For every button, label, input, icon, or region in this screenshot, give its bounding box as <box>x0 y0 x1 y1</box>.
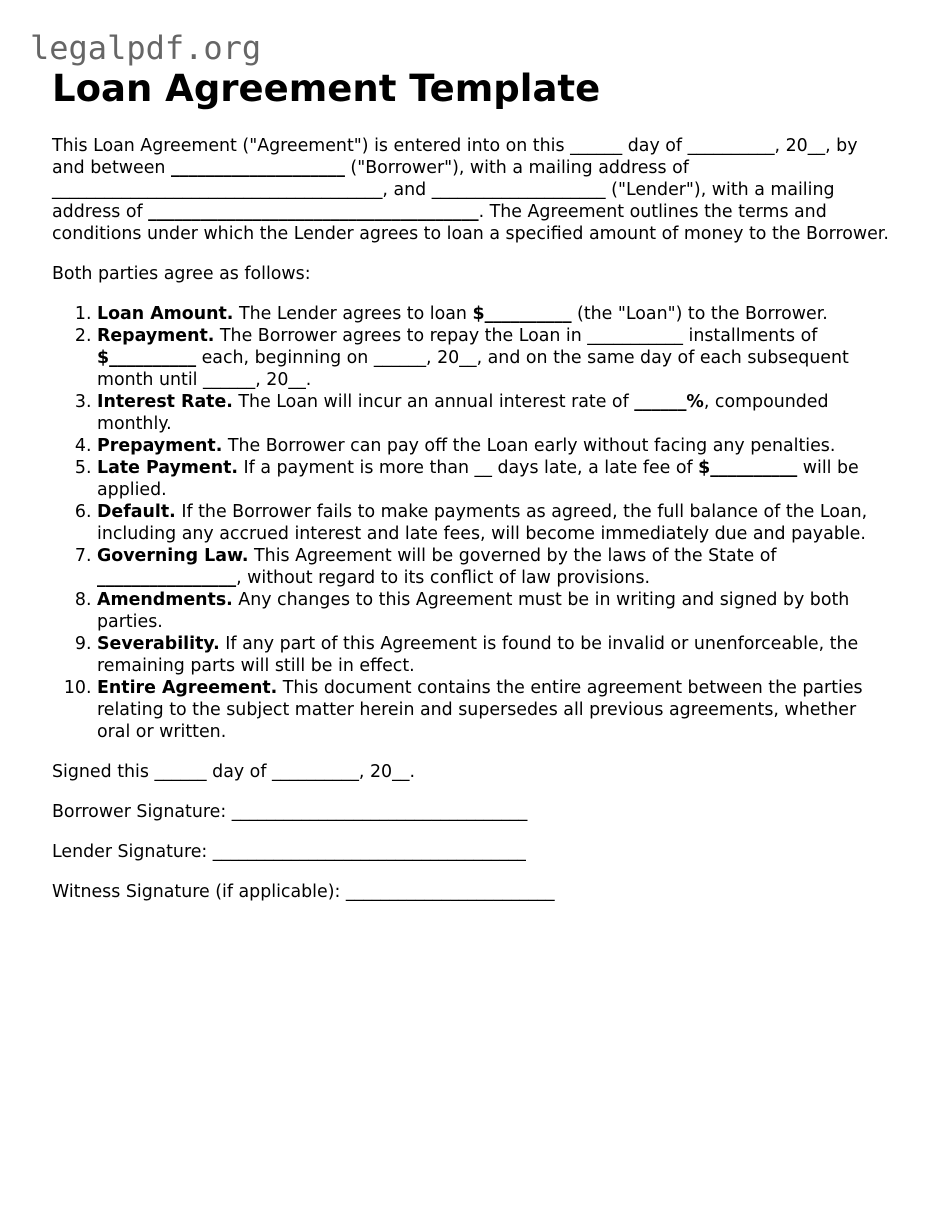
clause-title: Late Payment. <box>97 458 239 478</box>
clause-text-end: (the "Loan") to the Borrower. <box>571 304 828 324</box>
clause-text-end: will be applied. <box>97 458 859 500</box>
clause-text: If the Borrower fails to make payments as agreed, the full balance of the Loan, including any accrued interest and late fees, will become immediately due and payable. <box>97 502 868 544</box>
clause-title: Entire Agreement. <box>97 678 278 698</box>
clause-text: This Agreement will be governed by the laws of the State of <box>248 546 777 566</box>
watermark-logo: legalpdf.org <box>30 29 262 67</box>
clause-title: Default. <box>97 502 176 522</box>
clause-text: The Loan will incur an annual interest rate of <box>232 392 635 412</box>
agreement-lead-in: Both parties agree as follows: <box>52 264 311 284</box>
clause-text: The Borrower agrees to repay the Loan in ___________ installments of <box>214 326 818 346</box>
clause-item <box>97 325 892 391</box>
page-title: Loan Agreement Template <box>52 67 601 110</box>
borrower-name-blank: ____________________ <box>170 158 345 178</box>
clause-item <box>97 677 892 743</box>
clause-title: Interest Rate. <box>97 392 233 412</box>
document-page <box>52 66 892 903</box>
intro-text-2: ("Borrower"), with a mailing address of ______________________________________, and ____________________ ("Lender"), with a mailing address of <box>52 158 835 222</box>
clause-text-end: , without regard to its conflict of law provisions. <box>236 568 651 588</box>
clause-item <box>97 391 892 435</box>
lender-signature-line: Lender Signature: ____________________________________ <box>52 842 526 862</box>
clause-title: Governing Law. <box>97 546 249 566</box>
clause-text: The Lender agrees to loan <box>233 304 473 324</box>
clause-title: Repayment. <box>97 326 215 346</box>
clause-item <box>97 435 892 457</box>
intro-text-1: This Loan Agreement ("Agreement") is entered into on this ______ day of __________, 20__, by and between <box>52 136 858 178</box>
intro-text-3: . The Agreement outlines the terms and conditions under which the Lender agrees to loan a specified amount of money to the Borrower. <box>52 202 889 244</box>
lender-address-blank: ______________________________________ <box>148 202 479 222</box>
borrower-signature-line: Borrower Signature: __________________________________ <box>52 802 528 822</box>
clause-blank: ______% <box>634 392 704 412</box>
clause-item <box>97 303 892 325</box>
clause-text: This document contains the entire agreement between the parties relating to the subject matter herein and supersedes all previous agreements, whether oral or written. <box>97 678 863 742</box>
clause-blank: $__________ <box>698 458 798 478</box>
intro-paragraph <box>52 135 892 245</box>
clause-item <box>97 501 892 545</box>
clause-blank: ________________ <box>97 568 237 588</box>
clause-item <box>97 457 892 501</box>
clause-item <box>97 545 892 589</box>
clause-text-end: each, beginning on ______, 20__, and on the same day of each subsequent month until ______, 20__. <box>97 348 849 390</box>
clause-title: Severability. <box>97 634 220 654</box>
clause-title: Loan Amount. <box>97 304 234 324</box>
clause-text: If a payment is more than __ days late, a late fee of <box>238 458 699 478</box>
clause-text-end: , compounded monthly. <box>97 392 829 434</box>
clause-item <box>97 589 892 633</box>
clause-title: Prepayment. <box>97 436 223 456</box>
clause-blank: $__________ <box>97 348 197 368</box>
clause-text: If any part of this Agreement is found to be invalid or unenforceable, the remaining parts will still be in effect. <box>97 634 859 676</box>
witness-signature-line: Witness Signature (if applicable): ________________________ <box>52 882 555 902</box>
clause-title: Amendments. <box>97 590 233 610</box>
clause-list <box>52 303 892 743</box>
clause-item <box>97 633 892 677</box>
clause-text: Any changes to this Agreement must be in writing and signed by both parties. <box>97 590 850 632</box>
signed-date-line: Signed this ______ day of __________, 20__. <box>52 762 416 782</box>
clause-text: The Borrower can pay off the Loan early without facing any penalties. <box>222 436 836 456</box>
clause-blank: $__________ <box>472 304 572 324</box>
